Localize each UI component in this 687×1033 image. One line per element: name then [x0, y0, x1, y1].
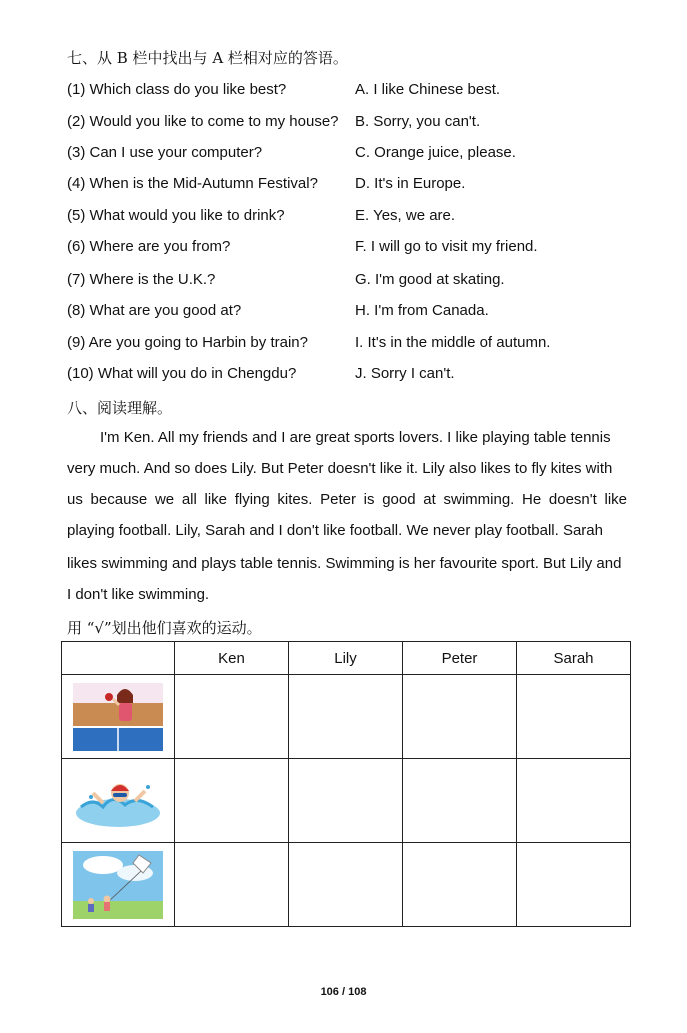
- table-header-row: [62, 642, 631, 675]
- match-row: [67, 81, 627, 105]
- header-ken: Ken: [175, 642, 289, 675]
- header-sarah: Sarah: [517, 642, 631, 675]
- table-tennis-picture-icon: [73, 683, 163, 751]
- picture-cell: [62, 843, 175, 927]
- table-row: [62, 759, 631, 843]
- question-text: (6) Where are you from?: [67, 238, 231, 255]
- question-text: (4) When is the Mid-Autumn Festival?: [67, 175, 318, 192]
- match-row: [67, 113, 627, 137]
- answer-cell[interactable]: [175, 675, 289, 759]
- header-peter: Peter: [403, 642, 517, 675]
- picture-cell: [62, 675, 175, 759]
- question-text: (8) What are you good at?: [67, 302, 242, 319]
- question-text: (3) Can I use your computer?: [67, 144, 263, 161]
- answer-cell[interactable]: [403, 675, 517, 759]
- kite-flying-picture-icon: [73, 851, 163, 919]
- answer-text: J. Sorry I can't.: [355, 365, 455, 382]
- answer-cell[interactable]: [517, 675, 631, 759]
- passage-line: playing football. Lily, Sarah and I don't like football. We never play football. Sarah: [67, 522, 603, 539]
- table-row: [62, 675, 631, 759]
- answer-text: F. I will go to visit my friend.: [355, 238, 538, 255]
- match-row: [67, 334, 627, 358]
- passage-line: likes swimming and plays table tennis. Swimming is her favourite sport. But Lily and: [67, 555, 622, 572]
- answer-text: D. It's in Europe.: [355, 175, 466, 192]
- answer-text: G. I'm good at skating.: [355, 271, 505, 288]
- answer-text: C. Orange juice, please.: [355, 144, 516, 161]
- sports-table: [61, 641, 631, 927]
- match-row: [67, 175, 627, 199]
- passage-line: very much. And so does Lily. But Peter doesn't like it. Lily also likes to fly kites with: [67, 460, 613, 477]
- match-row: [67, 271, 627, 295]
- table-row: [62, 843, 631, 927]
- match-row: [67, 238, 627, 262]
- answer-text: I. It's in the middle of autumn.: [355, 334, 551, 351]
- question-text: (5) What would you like to drink?: [67, 207, 285, 224]
- question-text: (2) Would you like to come to my house?: [67, 113, 339, 130]
- question-text: (9) Are you going to Harbin by train?: [67, 334, 308, 351]
- match-row: [67, 302, 627, 326]
- answer-cell[interactable]: [175, 759, 289, 843]
- section-7-title: 七、从 B 栏中找出与 A 栏相对应的答语。: [67, 49, 348, 67]
- header-lily: Lily: [289, 642, 403, 675]
- match-row: [67, 144, 627, 168]
- passage-line: I'm Ken. All my friends and I are great sports lovers. I like playing table tennis: [100, 429, 611, 446]
- answer-cell[interactable]: [289, 759, 403, 843]
- match-row: [67, 207, 627, 231]
- answer-cell[interactable]: [289, 675, 403, 759]
- answer-cell[interactable]: [289, 843, 403, 927]
- page-number: 106 / 108: [320, 986, 367, 998]
- instruction-text: 用 “√”划出他们喜欢的运动。: [67, 619, 262, 637]
- answer-text: E. Yes, we are.: [355, 207, 456, 224]
- empty-header-cell: [62, 642, 175, 675]
- answer-cell[interactable]: [403, 759, 517, 843]
- question-text: (7) Where is the U.K.?: [67, 271, 216, 288]
- answer-text: A. I like Chinese best.: [355, 81, 501, 98]
- picture-cell: [62, 759, 175, 843]
- answer-cell[interactable]: [403, 843, 517, 927]
- answer-text: B. Sorry, you can't.: [355, 113, 481, 130]
- answer-cell[interactable]: [517, 759, 631, 843]
- passage-line: us because we all like flying kites. Peter is good at swimming. He doesn't like: [67, 491, 627, 508]
- section-8-title: 八、阅读理解。: [67, 399, 173, 417]
- swimmer-picture-icon: [73, 767, 163, 835]
- passage-line: I don't like swimming.: [67, 586, 210, 603]
- question-text: (10) What will you do in Chengdu?: [67, 365, 297, 382]
- match-row: [67, 365, 627, 389]
- answer-cell[interactable]: [517, 843, 631, 927]
- answer-cell[interactable]: [175, 843, 289, 927]
- answer-text: H. I'm from Canada.: [355, 302, 489, 319]
- question-text: (1) Which class do you like best?: [67, 81, 287, 98]
